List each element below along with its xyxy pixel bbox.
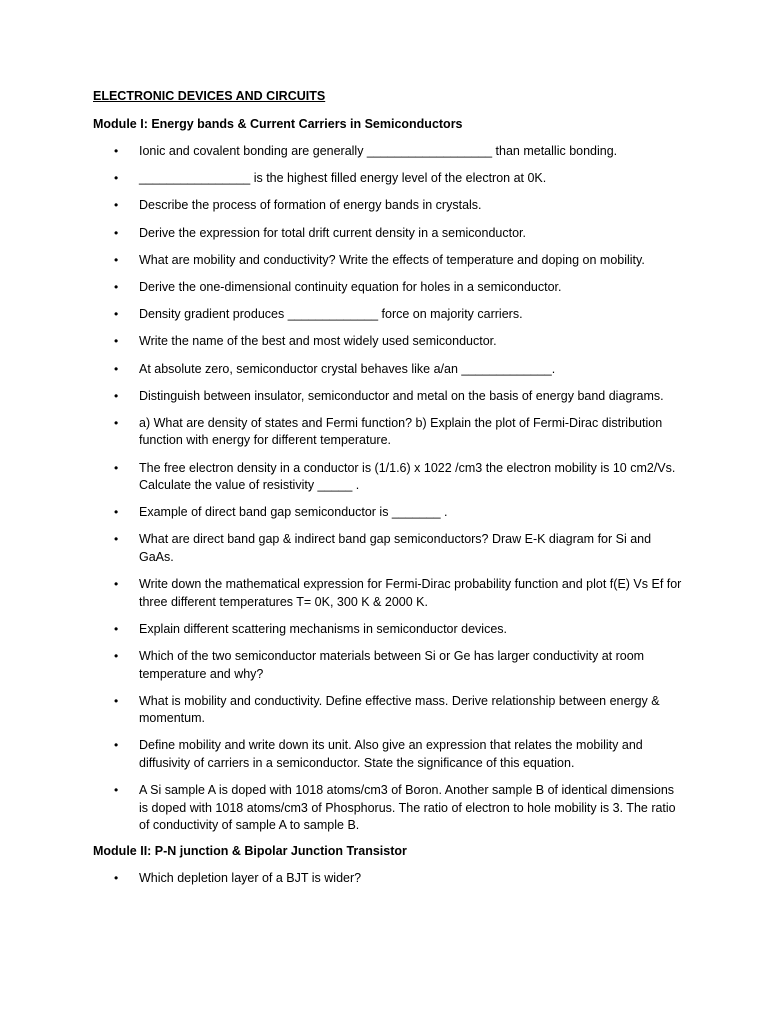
question-item bbox=[93, 252, 683, 270]
question-text: A Si sample A is doped with 1018 atoms/cm3 of Boron. Another sample B of identical dimensions is doped with 1018 atoms/cm3 of Phosphorus. The ratio of electron to hole mobility is 3. The ratio of conductivity of sample A to sample B. bbox=[139, 783, 676, 833]
bullet-icon: • bbox=[114, 361, 119, 376]
question-text: Which of the two semiconductor materials between Si or Ge has larger conductivity at room temperature and why? bbox=[139, 649, 645, 681]
question-item bbox=[93, 361, 683, 379]
bullet-icon: • bbox=[114, 307, 119, 322]
question-text: Derive the expression for total drift current density in a semiconductor. bbox=[139, 225, 526, 240]
question-text: What are direct band gap & indirect band gap semiconductors? Draw E-K diagram for Si and GaAs. bbox=[139, 532, 652, 564]
bullet-icon: • bbox=[114, 621, 119, 636]
bullet-icon: • bbox=[114, 334, 119, 349]
question-item bbox=[93, 576, 683, 611]
question-text: Write the name of the best and most widely used semiconductor. bbox=[139, 334, 497, 349]
question-item bbox=[93, 782, 683, 835]
bullet-icon: • bbox=[114, 693, 119, 708]
question-item bbox=[93, 870, 683, 888]
module-2-question-list bbox=[93, 870, 683, 888]
question-text: What are mobility and conductivity? Write the effects of temperature and doping on mobility. bbox=[139, 252, 645, 267]
bullet-icon: • bbox=[114, 225, 119, 240]
question-item bbox=[93, 225, 683, 243]
bullet-icon: • bbox=[114, 871, 119, 886]
bullet-icon: • bbox=[114, 198, 119, 213]
question-text: Distinguish between insulator, semiconductor and metal on the basis of energy band diagrams. bbox=[139, 388, 664, 403]
bullet-icon: • bbox=[114, 460, 119, 475]
document-title: ELECTRONIC DEVICES AND CIRCUITS bbox=[93, 89, 326, 103]
document-page bbox=[93, 88, 683, 888]
question-text: Write down the mathematical expression for Fermi-Dirac probability function and plot f(E) Vs Ef for three different temperatures T= 0K, 300 K & 2000 K. bbox=[139, 577, 682, 609]
question-text: Example of direct band gap semiconductor is _______ . bbox=[139, 505, 448, 520]
module-1-heading: Module I: Energy bands & Current Carriers in Semiconductors bbox=[93, 117, 463, 131]
question-text: Describe the process of formation of energy bands in crystals. bbox=[139, 198, 482, 213]
bullet-icon: • bbox=[114, 415, 119, 430]
module-1-question-list bbox=[93, 143, 683, 835]
question-item bbox=[93, 693, 683, 728]
question-item bbox=[93, 504, 683, 522]
question-item bbox=[93, 737, 683, 772]
question-item bbox=[93, 531, 683, 566]
bullet-icon: • bbox=[114, 252, 119, 267]
question-item bbox=[93, 197, 683, 215]
bullet-icon: • bbox=[114, 532, 119, 547]
bullet-icon: • bbox=[114, 783, 119, 798]
question-item bbox=[93, 306, 683, 324]
question-item bbox=[93, 415, 683, 450]
question-text: Density gradient produces _____________ force on majority carriers. bbox=[139, 307, 523, 322]
question-item bbox=[93, 621, 683, 639]
module-2-heading: Module II: P-N junction & Bipolar Junction Transistor bbox=[93, 844, 407, 859]
question-text: Derive the one-dimensional continuity equation for holes in a semiconductor. bbox=[139, 279, 562, 294]
question-text: Ionic and covalent bonding are generally __________________ than metallic bonding. bbox=[139, 144, 618, 158]
question-text: Define mobility and write down its unit. Also give an expression that relates the mobility and diffusivity of carriers in a semiconductor. State the significance of this equation. bbox=[139, 738, 643, 770]
question-text: At absolute zero, semiconductor crystal behaves like a/an _____________. bbox=[139, 361, 556, 376]
question-item bbox=[93, 460, 683, 495]
question-text: What is mobility and conductivity. Define effective mass. Derive relationship between energy & momentum. bbox=[139, 693, 660, 726]
question-text: Which depletion layer of a BJT is wider? bbox=[139, 871, 362, 886]
bullet-icon: • bbox=[114, 144, 119, 158]
question-text: ________________ is the highest filled energy level of the electron at 0K. bbox=[139, 171, 547, 186]
question-item bbox=[93, 279, 683, 297]
question-item bbox=[93, 143, 683, 161]
bullet-icon: • bbox=[114, 738, 119, 753]
bullet-icon: • bbox=[114, 388, 119, 403]
question-item bbox=[93, 388, 683, 406]
question-item bbox=[93, 170, 683, 188]
bullet-icon: • bbox=[114, 505, 119, 520]
bullet-icon: • bbox=[114, 279, 119, 294]
question-text: The free electron density in a conductor is (1/1.6) x 1022 /cm3 the electron mobility is 10 cm2/Vs. Calculate the value of resistivity _____ . bbox=[139, 460, 676, 493]
question-text: Explain different scattering mechanisms in semiconductor devices. bbox=[139, 621, 507, 636]
question-item bbox=[93, 333, 683, 351]
bullet-icon: • bbox=[114, 649, 119, 663]
bullet-icon: • bbox=[114, 171, 119, 186]
question-text: a) What are density of states and Fermi function? b) Explain the plot of Fermi-Dirac distribution function with energy for different temperature. bbox=[139, 415, 663, 448]
question-item bbox=[93, 648, 683, 683]
bullet-icon: • bbox=[114, 577, 119, 592]
